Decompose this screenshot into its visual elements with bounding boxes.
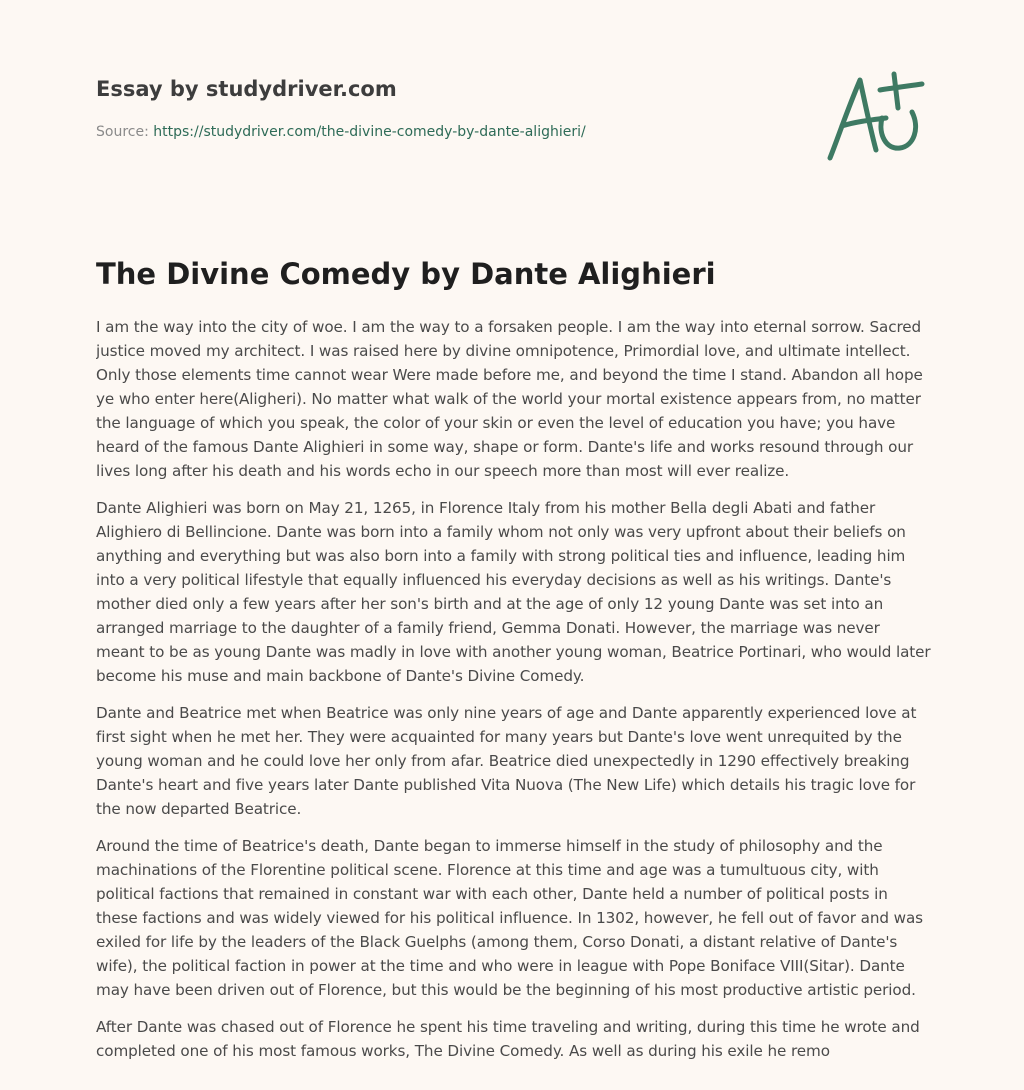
a-plus-grade-icon — [820, 68, 930, 168]
essay-paragraph: After Dante was chased out of Florence he spent his time traveling and writing, during this time he wrote and completed one of his most famous works, The Divine Comedy. As well as during his exile he remo — [96, 1018, 920, 1060]
essay-paragraph: I am the way into the city of woe. I am the way to a forsaken people. I am the way into eternal sorrow. Sacred justice moved my architect. I was raised here by divine omnipotence, Primordial love, and ultimate intellect. Only those elements time cannot wear Were made before me, and beyond the time I stand. Abandon all hope ye who enter here(Aligheri). No matter what walk of the world your mortal existence appears from, no matter the language of which you speak, the color of your skin or even the level of education you have; you have heard of the famous Dante Alighieri in some way, shape or form. Dante's life and works resound through our lives long after his death and his words echo in our speech more than most will ever realize. — [96, 318, 923, 480]
site-title: Essay by studydriver.com — [96, 77, 397, 101]
essay-title: The Divine Comedy by Dante Alighieri — [96, 257, 716, 291]
essay-paragraph: Dante and Beatrice met when Beatrice was only nine years of age and Dante apparently experienced love at first sight when he met her. They were acquainted for many years but Dante's love went unrequited by the young woman and he could love her only from afar. Beatrice died unexpectedly in 1290 effectively breaking Dante's heart and five years later Dante published Vita Nuova (The New Life) which details his tragic love for the now departed Beatrice. — [96, 704, 917, 818]
source-label: Source: — [96, 124, 149, 140]
essay-paragraph: Dante Alighieri was born on May 21, 1265, in Florence Italy from his mother Bella degli Abati and father Alighiero di Bellincione. Dante was born into a family whom not only was very upfront about their beliefs on anything and everything but was also born into a family with strong political ties and influence, leading him into a very political lifestyle that equally influenced his everyday decisions as well as his writings. Dante's mother died only a few years after her son's birth and at the age of only 12 young Dante was set into an arranged marriage to the daughter of a family friend, Gemma Donati. However, the marriage was never meant to be as young Dante was madly in love with another young woman, Beatrice Portinari, who would later become his muse and main backbone of Dante's Divine Comedy. — [96, 499, 931, 685]
essay-body — [96, 315, 932, 1090]
source-line — [96, 122, 736, 142]
source-link[interactable]: https://studydriver.com/the-divine-comedy-by-dante-alighieri/ — [153, 124, 586, 140]
essay-paragraph: Around the time of Beatrice's death, Dante began to immerse himself in the study of philosophy and the machinations of the Florentine political scene. Florence at this time and age was a tumultuous city, with political factions that remained in constant war with each other, Dante held a number of political posts in these factions and was widely viewed for his political influence. In 1302, however, he fell out of favor and was exiled for life by the leaders of the Black Guelphs (among them, Corso Donati, a distant relative of Dante's wife), the political faction in power at the time and who were in league with Pope Boniface VIII(Sitar). Dante may have been driven out of Florence, but this would be the beginning of his most productive artistic period. — [96, 837, 923, 999]
essay-header — [96, 74, 736, 142]
